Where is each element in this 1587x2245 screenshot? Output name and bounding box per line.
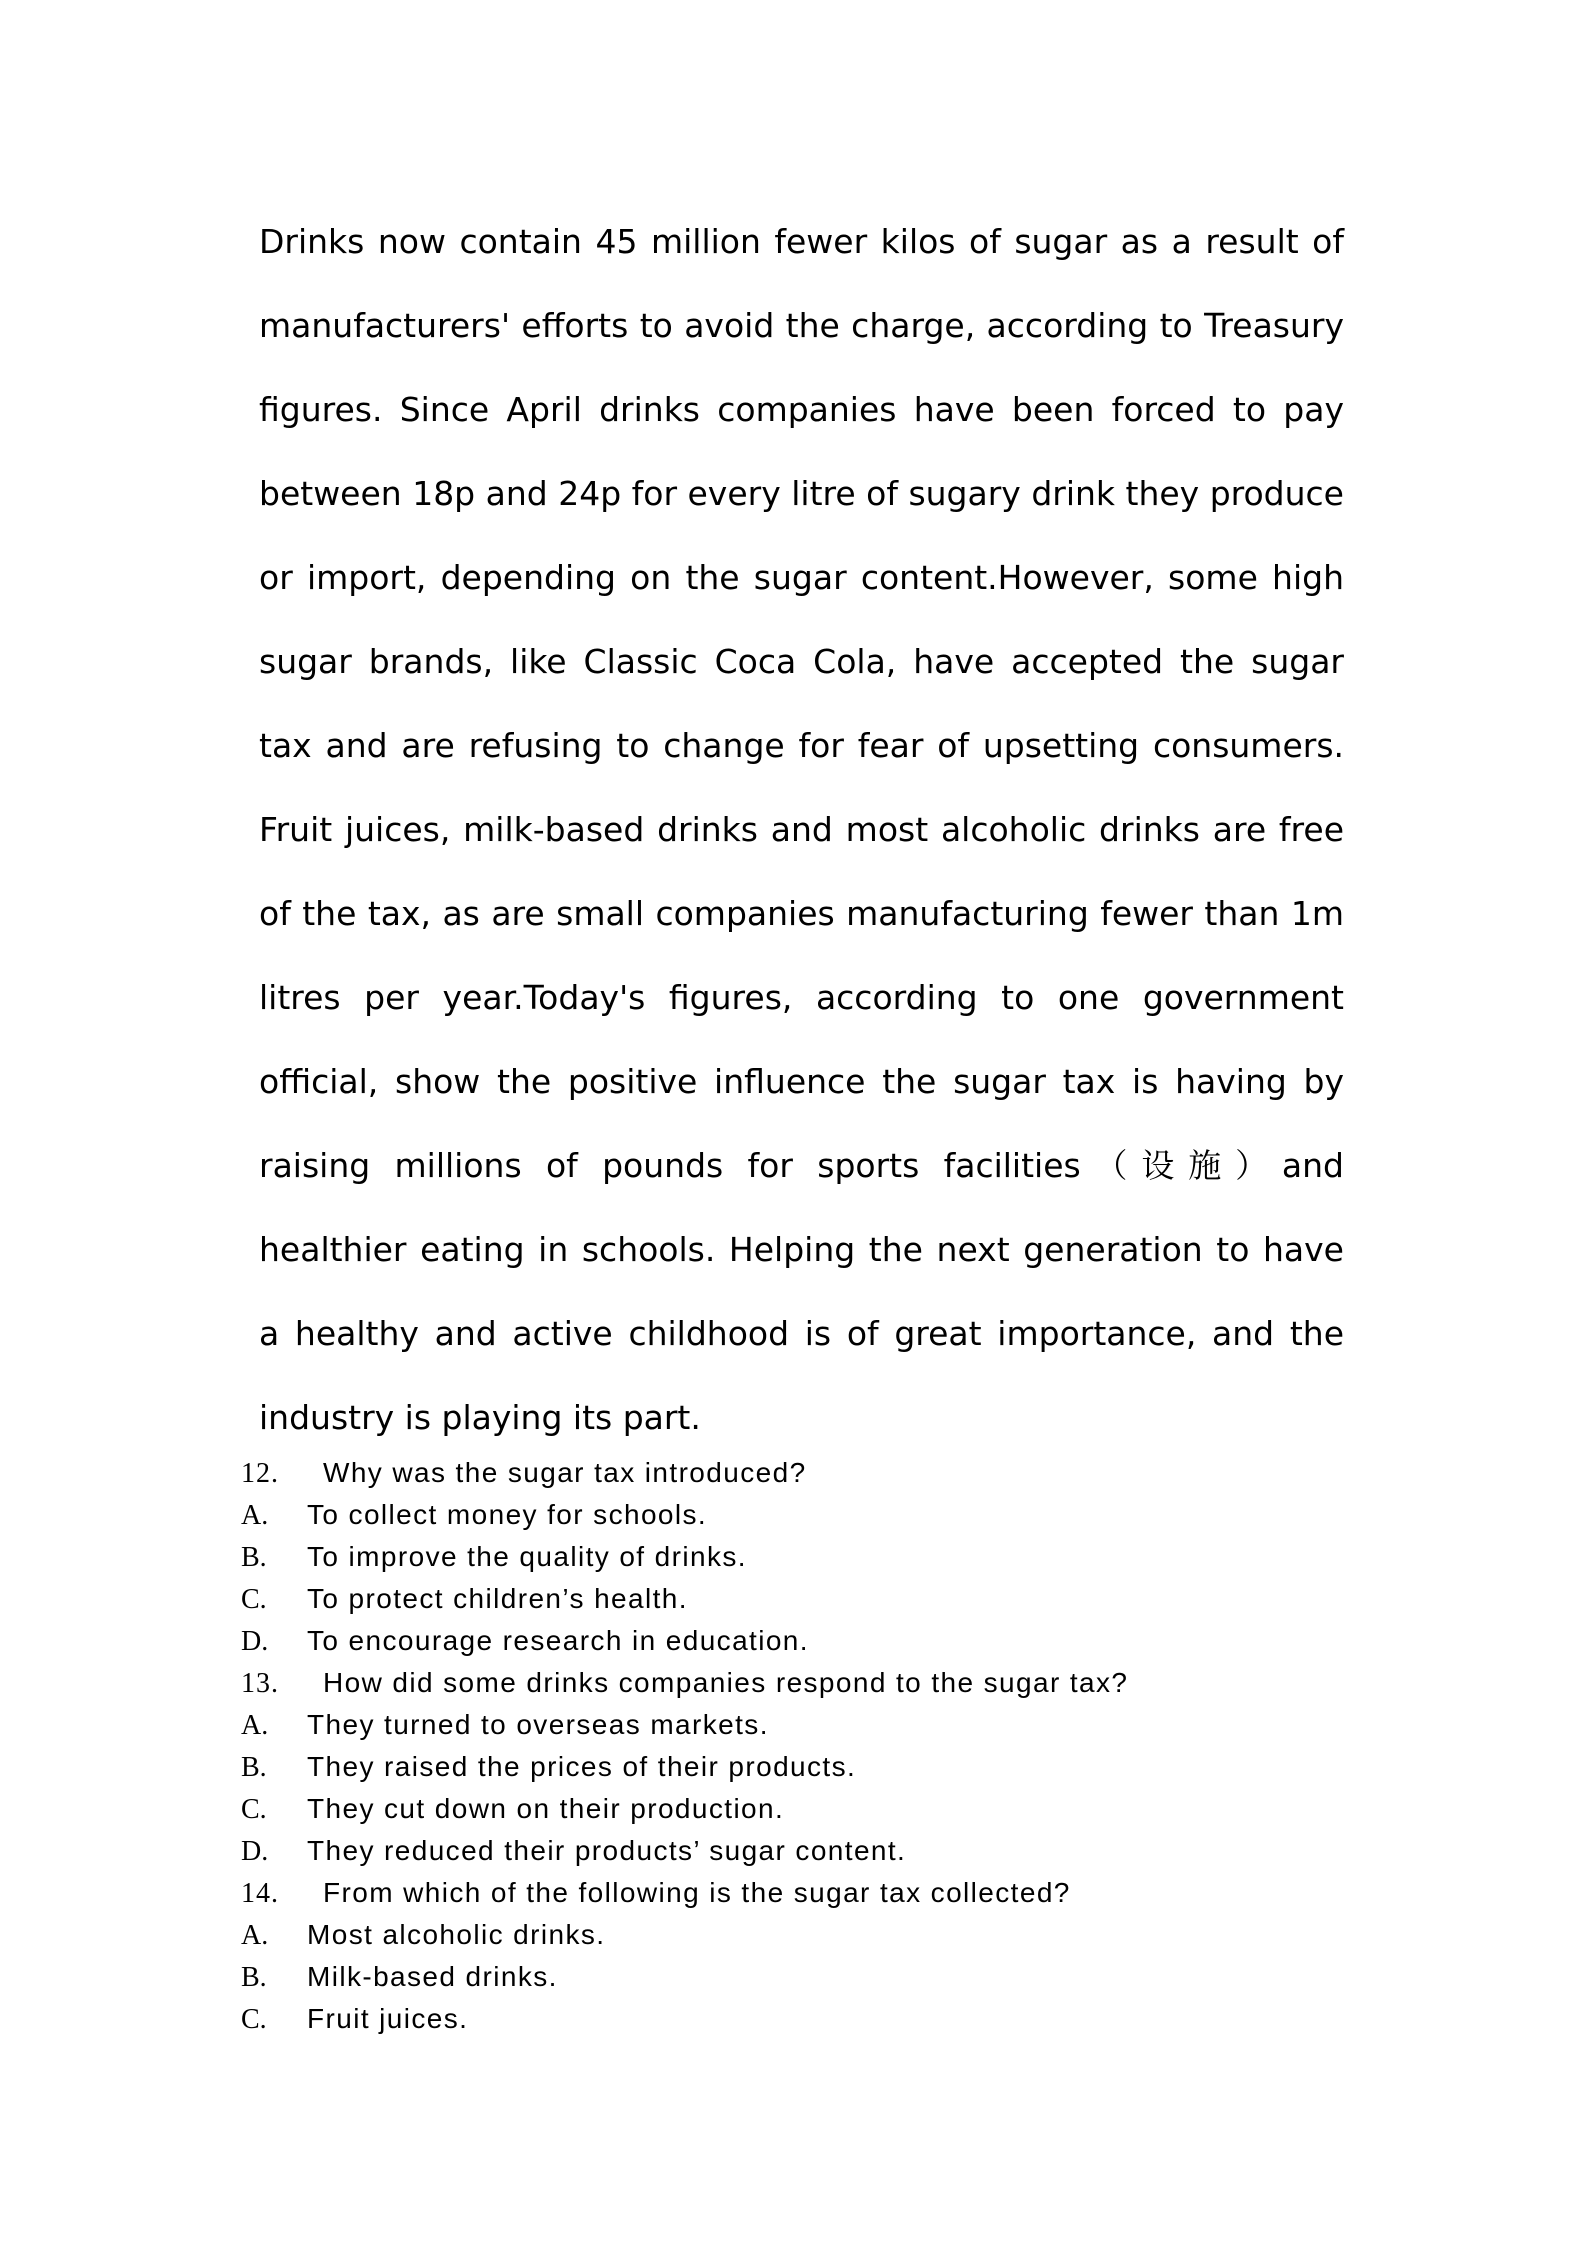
option-letter: C. — [241, 2004, 267, 2035]
question-number: 14. — [241, 1878, 279, 1909]
option-d — [241, 1830, 1391, 1872]
question-text: From which of the following is the sugar tax collected? — [323, 1877, 1071, 1908]
question-number: 13. — [241, 1668, 279, 1699]
option-c — [241, 1578, 1391, 1620]
option-text: Fruit juices. — [307, 2003, 469, 2034]
question-14 — [241, 1872, 1391, 2040]
option-letter: C. — [241, 1794, 267, 1825]
question-number: 12. — [241, 1458, 279, 1489]
option-text: To protect children’s health. — [307, 1583, 688, 1614]
question-text: How did some drinks companies respond to the sugar tax? — [323, 1667, 1129, 1698]
option-text: They turned to overseas markets. — [307, 1709, 769, 1740]
question-stem — [241, 1662, 1391, 1704]
question-stem — [241, 1872, 1391, 1914]
reading-passage: Drinks now contain 45 million fewer kilos of sugar as a result of manufacturers' efforts to avoid the charge, according to Treasury figures. Since April drinks companies have been forced to pay between 18p and 24p for every litre of sugary drink they produce or import, depending on the sugar content.However, some high sugar brands, like Classic Coca Cola, have accepted the sugar tax and are refusing to change for fear of upsetting consumers. Fruit juices, milk-based drinks and most alcoholic drinks are free of the tax, as are small companies manufacturing fewer than 1m litres per year.Today's figures, according to one government official, show the positive influence the sugar tax is having by raising millions of pounds for sports facilities（设施）and healthier eating in schools. Helping the next generation to have a healthy and active childhood is of great importance, and the industry is playing its part. — [259, 222, 1344, 1437]
question-13 — [241, 1662, 1391, 1872]
option-letter: B. — [241, 1542, 267, 1573]
question-text: Why was the sugar tax introduced? — [323, 1457, 807, 1488]
option-letter: B. — [241, 1752, 267, 1783]
question-stem — [241, 1452, 1391, 1494]
option-text: They raised the prices of their products. — [307, 1751, 857, 1782]
option-text: They cut down on their production. — [307, 1793, 785, 1824]
option-text: To encourage research in education. — [307, 1625, 809, 1656]
option-d — [241, 1620, 1391, 1662]
option-letter: A. — [241, 1920, 269, 1951]
option-letter: C. — [241, 1584, 267, 1615]
option-a — [241, 1914, 1391, 1956]
question-12 — [241, 1452, 1391, 1662]
option-letter: D. — [241, 1836, 269, 1867]
option-c — [241, 1998, 1391, 2040]
option-text: They reduced their products’ sugar content. — [307, 1835, 907, 1866]
option-text: Milk-based drinks. — [307, 1961, 558, 1992]
option-c — [241, 1788, 1391, 1830]
option-letter: B. — [241, 1962, 267, 1993]
option-text: To improve the quality of drinks. — [307, 1541, 747, 1572]
option-a — [241, 1704, 1391, 1746]
option-a — [241, 1494, 1391, 1536]
option-letter: A. — [241, 1710, 269, 1741]
option-letter: A. — [241, 1500, 269, 1531]
option-text: To collect money for schools. — [307, 1499, 708, 1530]
option-letter: D. — [241, 1626, 269, 1657]
question-list — [241, 1452, 1391, 2040]
option-b — [241, 1536, 1391, 1578]
option-b — [241, 1746, 1391, 1788]
option-b — [241, 1956, 1391, 1998]
option-text: Most alcoholic drinks. — [307, 1919, 606, 1950]
